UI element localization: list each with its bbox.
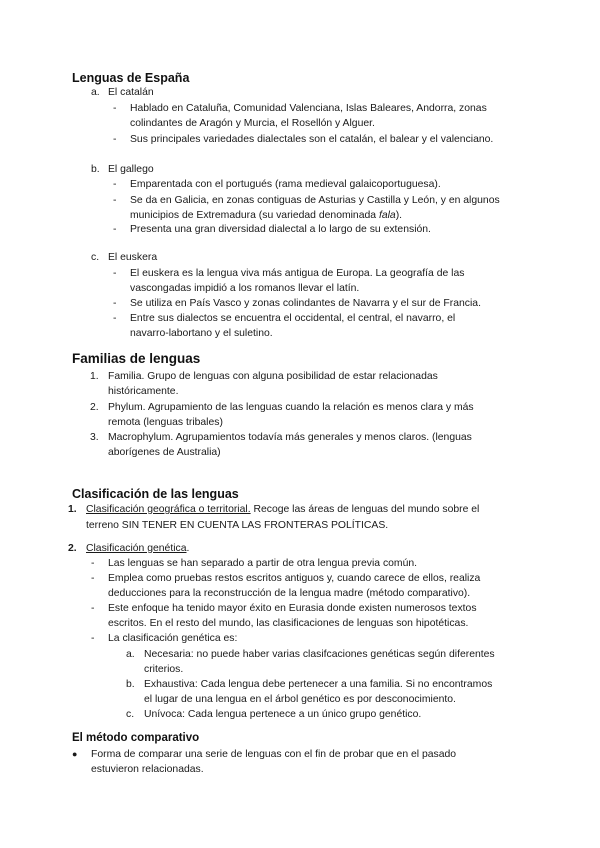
gallego-item-3: Presenta una gran diversidad dialectal a lo largo de su extensión. — [130, 224, 431, 235]
genetica-sub-c: Unívoca: Cada lengua pertenece a un único grupo genético. — [144, 709, 422, 720]
metodo-line-2: estuvieron relacionadas. — [91, 764, 204, 775]
number-marker: 3. — [90, 432, 99, 443]
familias-item-3-line-1: Macrophylum. Agrupamientos todavía más generales y menos claros. (lenguas — [108, 432, 472, 443]
dash-marker: - — [91, 573, 95, 584]
genetica-item-2-line-1: Emplea como pruebas restos escritos antiguos y, cuando carece de ellos, realiza — [108, 573, 481, 584]
list-marker: a. — [91, 87, 100, 98]
text-span: Recoge las áreas de lenguas del mundo sobre el — [250, 504, 480, 515]
dash-marker: - — [113, 224, 117, 235]
subheading-gallego: El gallego — [108, 164, 154, 175]
familias-item-1-line-2: históricamente. — [108, 386, 179, 397]
catalan-item-1-line-2: colindantes de Aragón y Murcia, el Rosellón y Alguer. — [130, 118, 375, 129]
number-marker: 2. — [68, 543, 77, 554]
euskera-item-1-line-1: El euskera es la lengua viva más antigua de Europa. La geografía de las — [130, 268, 465, 279]
euskera-item-3-line-2: navarro-labortano y el suletino. — [130, 328, 273, 339]
heading-clasificacion: Clasificación de las lenguas — [72, 487, 239, 501]
text-span: municipios de Extremadura (su variedad denominada — [130, 210, 379, 221]
bullet-icon: ● — [72, 749, 78, 759]
subheading-euskera: El euskera — [108, 252, 158, 263]
familias-item-1-line-1: Familia. Grupo de lenguas con alguna posibilidad de estar relacionadas — [108, 371, 438, 382]
list-marker: c. — [91, 252, 100, 263]
dash-marker: - — [91, 558, 95, 569]
dash-marker: - — [113, 298, 117, 309]
dash-marker: - — [113, 313, 117, 324]
text-span: . — [186, 543, 190, 554]
clasificacion-1-line-1 — [86, 502, 528, 517]
gallego-item-2-line-1: Se da en Galicia, en zonas contiguas de Asturias y Castilla y León, y en algunos — [130, 195, 500, 206]
dash-marker: - — [113, 103, 117, 114]
genetica-item-1: Las lenguas se han separado a partir de otra lengua previa común. — [108, 558, 418, 569]
dash-marker: - — [113, 134, 117, 145]
dash-marker: - — [91, 603, 95, 614]
familias-item-2-line-1: Phylum. Agrupamiento de las lenguas cuando la relación es menos clara y más — [108, 402, 474, 413]
heading-metodo: El método comparativo — [72, 732, 200, 744]
subheading-catalan: El catalán — [108, 87, 154, 98]
euskera-item-1-line-2: vascongadas impidió a los romanos llevar el latín. — [130, 283, 360, 294]
heading-lenguas-espana: Lenguas de España — [72, 71, 190, 85]
genetica-item-3-line-2: escritos. En el resto del mundo, las clasificaciones de lenguas son hipotéticas. — [108, 618, 469, 629]
catalan-item-1-line-1: Hablado en Cataluña, Comunidad Valenciana, Islas Baleares, Andorra, zonas — [130, 103, 487, 114]
underlined-term: Clasificación geográfica o territorial. — [86, 504, 251, 515]
euskera-item-3-line-1: Entre sus dialectos se encuentra el occidental, el central, el navarro, el — [130, 313, 456, 324]
heading-familias: Familias de lenguas — [72, 351, 201, 366]
clasificacion-1-line-2: terreno SIN TENER EN CUENTA LAS FRONTERAS POLÍTICAS. — [86, 520, 389, 531]
list-marker: c. — [126, 709, 135, 720]
list-marker: b. — [126, 679, 135, 690]
genetica-item-3-line-1: Este enfoque ha tenido mayor éxito en Eurasia donde existen numerosos textos — [108, 603, 477, 614]
number-marker: 1. — [68, 504, 77, 515]
genetica-sub-a-line-2: criterios. — [144, 664, 184, 675]
catalan-item-2: Sus principales variedades dialectales son el catalán, el balear y el valenciano. — [130, 134, 494, 145]
dash-marker: - — [113, 179, 117, 190]
dash-marker: - — [113, 268, 117, 279]
number-marker: 2. — [90, 402, 99, 413]
underlined-term: Clasificación genética — [86, 543, 187, 554]
list-marker: a. — [126, 649, 135, 660]
text-span: ). — [395, 210, 403, 221]
genetica-sub-b-line-2: el lugar de una lengua en el árbol genético es por desconocimiento. — [144, 694, 456, 705]
euskera-item-2: Se utiliza en País Vasco y zonas colindantes de Navarra y el sur de Francia. — [130, 298, 481, 309]
number-marker: 1. — [90, 371, 99, 382]
italic-term: fala — [378, 210, 396, 221]
clasificacion-2-title — [86, 541, 189, 556]
gallego-item-2-line-2 — [130, 208, 402, 223]
dash-marker: - — [91, 633, 95, 644]
genetica-item-2-line-2: deducciones para la reconstrucción de la lengua madre (método comparativo). — [108, 588, 471, 599]
familias-item-2-line-2: remota (lenguas tribales) — [108, 417, 223, 428]
list-marker: b. — [91, 164, 100, 175]
familias-item-3-line-2: aborígenes de Australia) — [108, 447, 221, 458]
genetica-sub-a-line-1: Necesaria: no puede haber varias clasifcaciones genéticas según diferentes — [144, 649, 495, 660]
genetica-item-4: La clasificación genética es: — [108, 633, 238, 644]
metodo-line-1: Forma de comparar una serie de lenguas con el fin de probar que en el pasado — [91, 749, 457, 760]
genetica-sub-b-line-1: Exhaustiva: Cada lengua debe pertenecer a una familia. Si no encontramos — [144, 679, 493, 690]
dash-marker: - — [113, 195, 117, 206]
gallego-item-1: Emparentada con el portugués (rama medieval galaicoportuguesa). — [130, 179, 441, 190]
